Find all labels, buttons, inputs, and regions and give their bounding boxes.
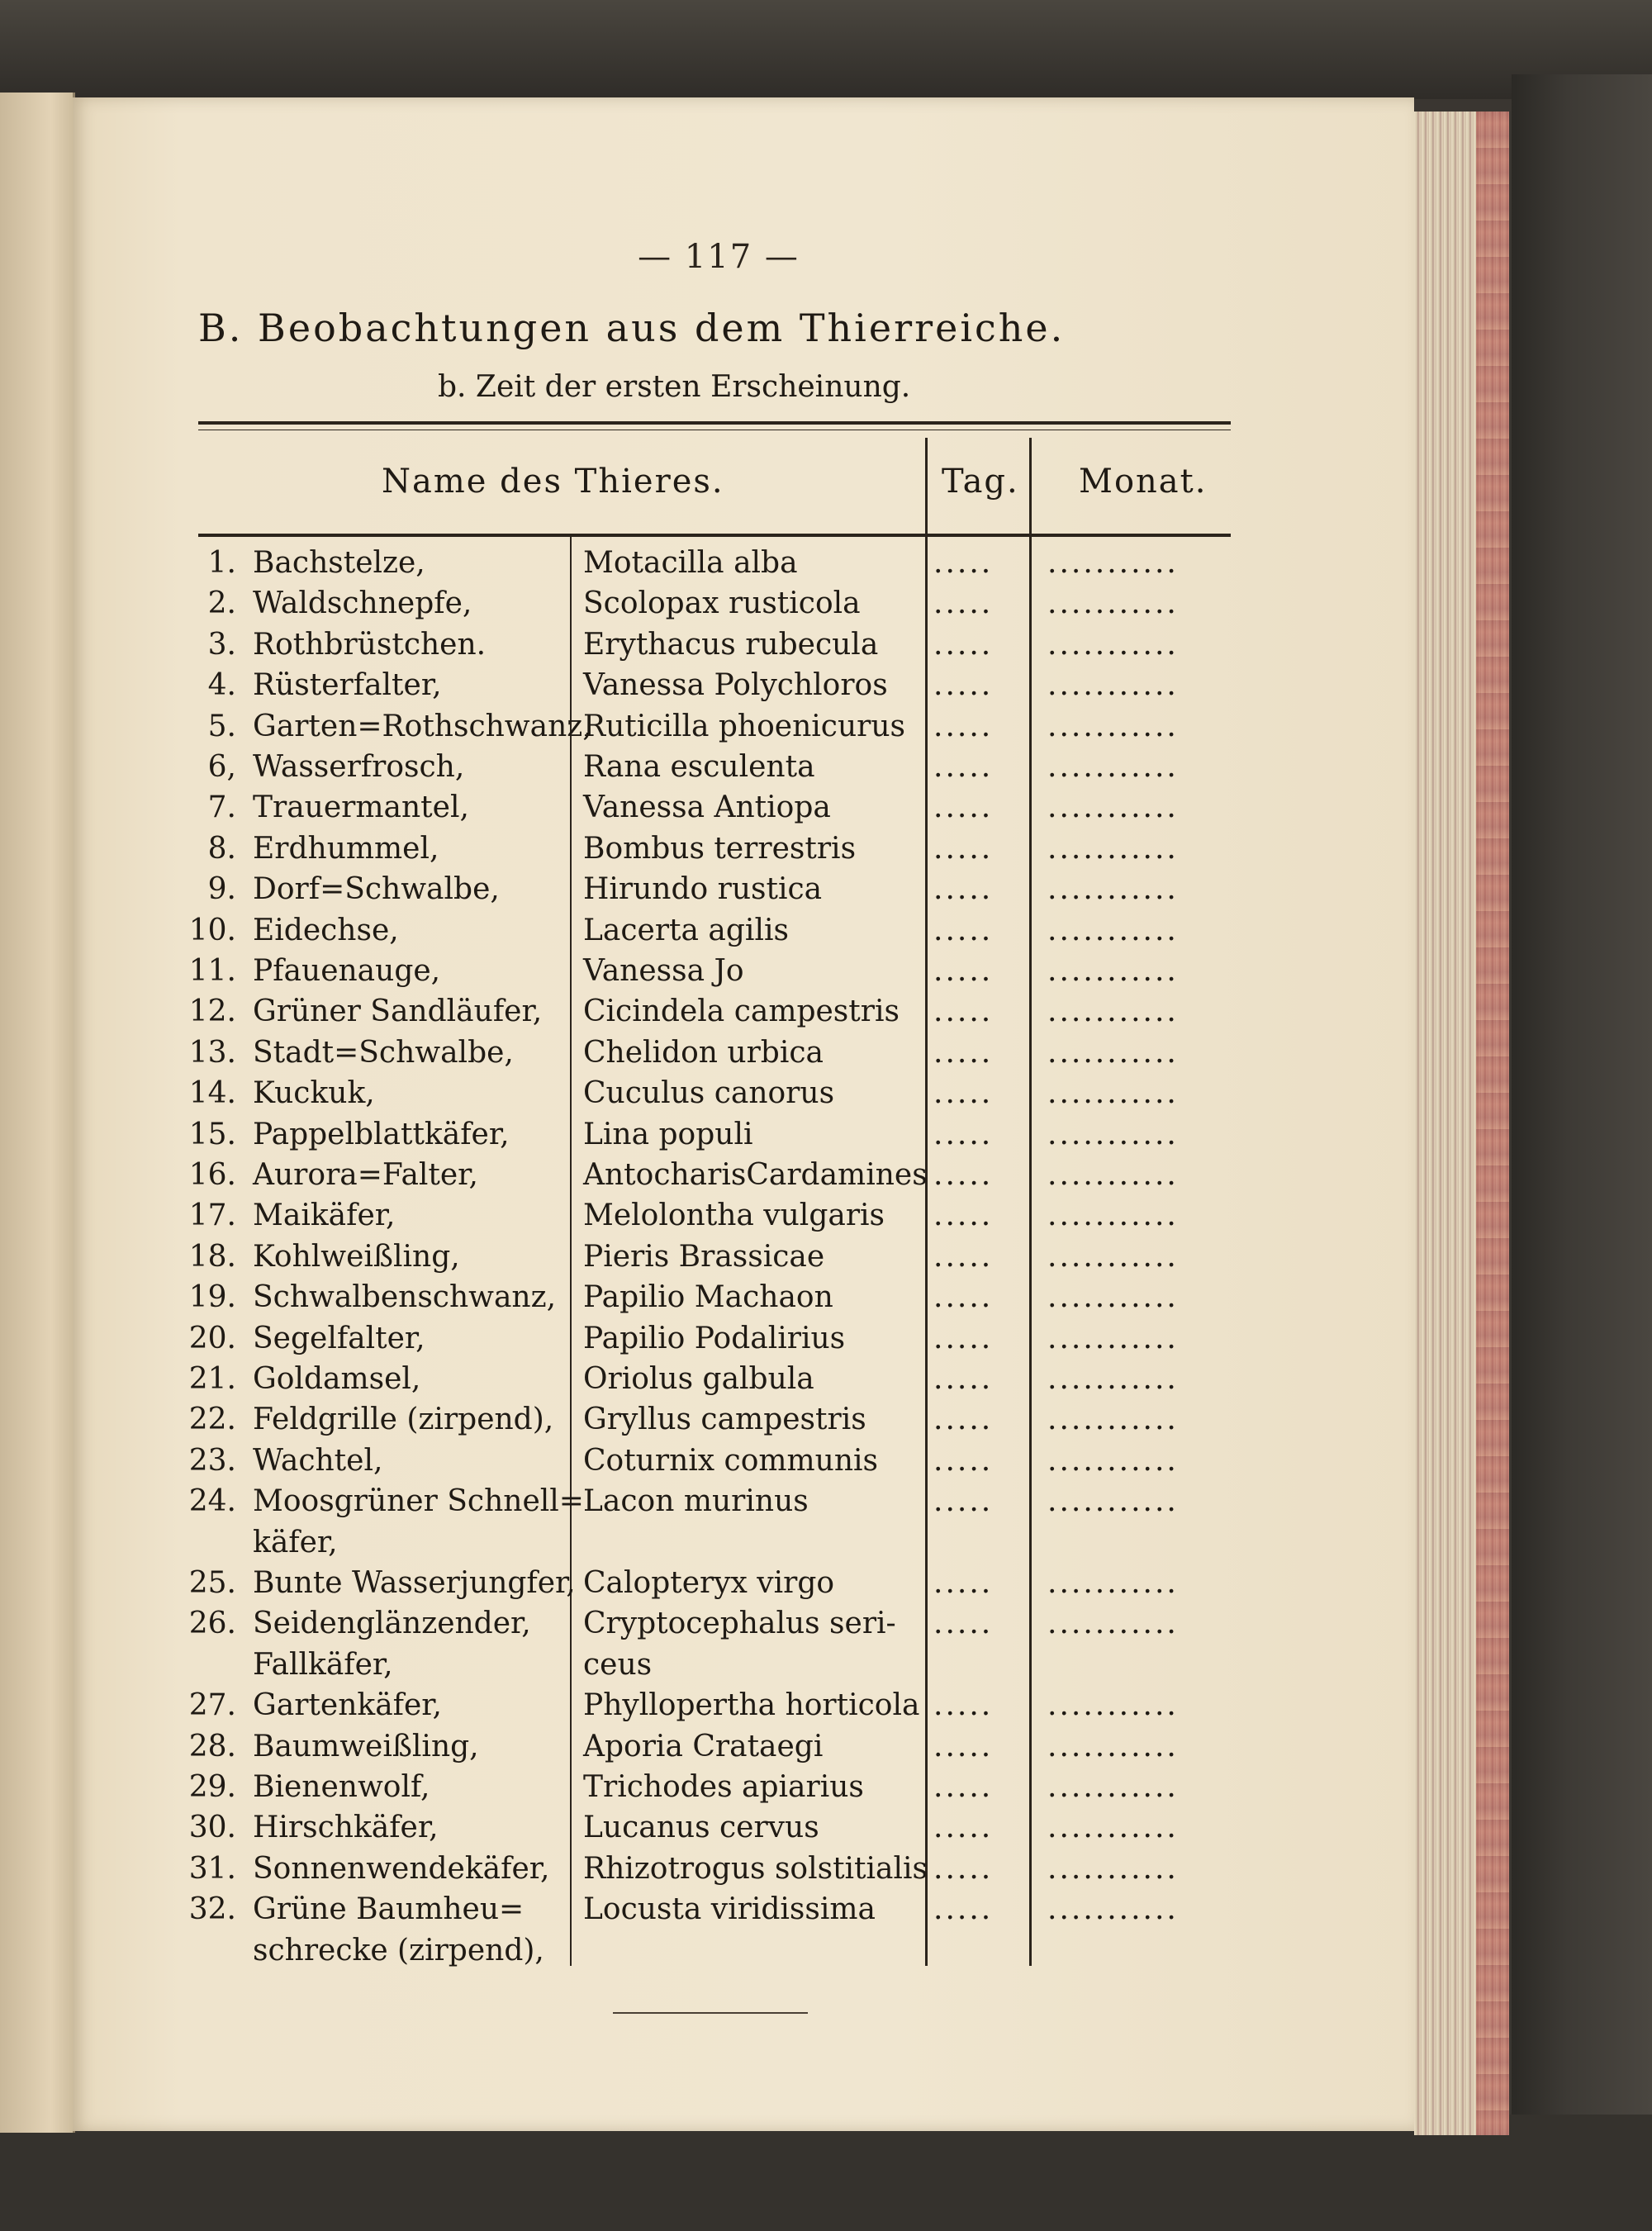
german-name: Bachstelze, [253,546,425,580]
day-placeholder: ..... [933,913,994,947]
table-row [0,1727,1341,1767]
day-placeholder: ..... [933,1076,994,1111]
latin-name: Melolontha vulgaris [583,1199,885,1233]
day-placeholder: ..... [933,1607,994,1641]
row-number: 25. [188,1566,236,1600]
table-top-rule [198,421,1231,425]
month-placeholder: ........... [1047,1158,1179,1192]
table-row [0,1237,1341,1277]
german-name: Fallkäfer, [253,1647,393,1682]
table-row [0,952,1341,991]
table-row [0,1890,1341,1930]
table-row [0,1074,1341,1113]
section-heading: B. Beobachtungen aus dem Thierreiche. [198,306,1066,350]
table-row [0,1360,1341,1399]
german-name: Schwalbenschwanz, [253,1280,557,1315]
day-placeholder: ..... [933,954,994,988]
month-placeholder: ........... [1047,1076,1179,1111]
german-name: Gartenkäfer, [253,1688,442,1723]
day-placeholder: ..... [933,1199,994,1233]
month-placeholder: ........... [1047,1443,1179,1478]
month-placeholder: ........... [1047,1892,1179,1927]
row-number: 9. [207,872,236,907]
row-number: 7. [207,790,236,825]
day-placeholder: ..... [933,546,994,580]
table-row [0,1645,1341,1685]
month-placeholder: ........... [1047,1607,1179,1641]
month-placeholder: ........... [1047,1729,1179,1763]
latin-name: Vanessa Polychloros [583,668,888,703]
day-placeholder: ..... [933,1443,994,1478]
month-placeholder: ........... [1047,1484,1179,1519]
day-placeholder: ..... [933,1851,994,1886]
day-placeholder: ..... [933,1770,994,1804]
table-row [0,1400,1341,1440]
german-name: Stadt=Schwalbe, [253,1035,514,1070]
german-name: Sonnenwendekäfer, [253,1851,550,1886]
latin-name: Cicindela campestris [583,994,900,1029]
table-row [0,1482,1341,1521]
table-row [0,1156,1341,1195]
column-header-name: Name des Thieres. [382,463,724,501]
latin-name: Ruticilla phoenicurus [583,709,906,743]
german-name: Bienenwolf, [253,1770,430,1804]
day-placeholder: ..... [933,1811,994,1845]
row-number: 16. [188,1158,236,1192]
latin-name: Oriolus galbula [583,1362,814,1396]
german-name: Eidechse, [253,913,399,947]
day-placeholder: ..... [933,1035,994,1070]
german-name: schrecke (zirpend), [253,1933,544,1968]
day-placeholder: ..... [933,1688,994,1723]
table-row [0,1523,1341,1563]
month-placeholder: ........... [1047,1239,1179,1274]
day-placeholder: ..... [933,1403,994,1437]
table-row [0,707,1341,747]
german-name: Grüne Baumheu= [253,1892,525,1927]
day-placeholder: ..... [933,586,994,621]
latin-name: Pieris Brassicae [583,1239,825,1274]
row-number: 23. [188,1443,236,1478]
german-name: Seidenglänzender, [253,1607,531,1641]
row-number: 15. [188,1117,236,1151]
german-name: Segelfalter, [253,1321,425,1355]
month-placeholder: ........... [1047,831,1179,866]
bottom-rule [613,2012,808,2014]
row-number: 19. [188,1280,236,1315]
page-number: — 117 — [638,238,800,276]
latin-name: Vanessa Jo [583,954,744,988]
german-name: Trauermantel, [253,790,469,825]
german-name: Pappelblattkäfer, [253,1117,510,1151]
german-name: Wachtel, [253,1443,383,1478]
header-bottom-rule [198,534,1231,537]
row-number: 24. [188,1484,236,1519]
row-number: 21. [188,1362,236,1396]
book-cover-top [0,0,1652,99]
german-name: Rothbrüstchen. [253,627,487,662]
latin-name: Phyllopertha horticola [583,1688,920,1723]
latin-name: AntocharisCardamines [583,1158,928,1192]
day-placeholder: ..... [933,1362,994,1396]
day-placeholder: ..... [933,1484,994,1519]
month-placeholder: ........... [1047,913,1179,947]
month-placeholder: ........... [1047,872,1179,907]
row-number: 13. [188,1035,236,1070]
german-name: käfer, [253,1525,338,1559]
german-name: Baumweißling, [253,1729,479,1763]
latin-name: Lucanus cervus [583,1811,819,1845]
german-name: Grüner Sandläufer, [253,994,543,1029]
german-name: Erdhummel, [253,831,439,866]
row-number: 1. [207,546,236,580]
table-row [0,666,1341,705]
latin-name: Chelidon urbica [583,1035,824,1070]
row-number: 6, [207,750,236,784]
month-placeholder: ........... [1047,1770,1179,1804]
latin-name: Coturnix communis [583,1443,878,1478]
day-placeholder: ..... [933,872,994,907]
latin-name: Papilio Machaon [583,1280,833,1315]
month-placeholder: ........... [1047,1403,1179,1437]
row-number: 10. [188,913,236,947]
month-placeholder: ........... [1047,750,1179,784]
latin-name: Lacon murinus [583,1484,809,1519]
table-row [0,748,1341,787]
row-number: 26. [188,1607,236,1641]
german-name: Moosgrüner Schnell= [253,1484,584,1519]
table-row [0,1931,1341,1971]
latin-name: Calopteryx virgo [583,1566,835,1600]
latin-name: Aporia Crataegi [583,1729,824,1763]
german-name: Aurora=Falter, [253,1158,478,1192]
row-number: 5. [207,709,236,743]
latin-name: Bombus terrestris [583,831,857,866]
day-placeholder: ..... [933,1566,994,1600]
day-placeholder: ..... [933,750,994,784]
table-row [0,911,1341,951]
table-row [0,584,1341,624]
row-number: 20. [188,1321,236,1355]
table-row [0,544,1341,583]
german-name: Dorf=Schwalbe, [253,872,500,907]
latin-name: Trichodes apiarius [583,1770,864,1804]
month-placeholder: ........... [1047,586,1179,621]
table-row [0,1441,1341,1481]
month-placeholder: ........... [1047,668,1179,703]
day-placeholder: ..... [933,627,994,662]
month-placeholder: ........... [1047,994,1179,1029]
table-row [0,788,1341,828]
book-cover-bottom [0,2115,1652,2231]
german-name: Pfauenauge, [253,954,441,988]
month-placeholder: ........... [1047,1117,1179,1151]
row-number: 8. [207,831,236,866]
latin-name: Rhizotrogus solstitialis [583,1851,928,1886]
latin-name: Scolopax rusticola [583,586,861,621]
german-name: Wasserfrosch, [253,750,465,784]
row-number: 12. [188,994,236,1029]
german-name: Goldamsel, [253,1362,421,1396]
month-placeholder: ........... [1047,1321,1179,1355]
row-number: 14. [188,1076,236,1111]
table-row [0,1604,1341,1644]
row-number: 28. [188,1729,236,1763]
month-placeholder: ........... [1047,954,1179,988]
table-row [0,829,1341,869]
column-header-month: Monat. [1079,463,1208,501]
month-placeholder: ........... [1047,546,1179,580]
latin-name: Hirundo rustica [583,872,823,907]
row-number: 3. [207,627,236,662]
row-number: 32. [188,1892,236,1927]
day-placeholder: ..... [933,831,994,866]
row-number: 17. [188,1199,236,1233]
german-name: Rüsterfalter, [253,668,442,703]
table-row [0,992,1341,1032]
row-number: 18. [188,1239,236,1274]
table-row [0,1319,1341,1359]
german-name: Waldschnepfe, [253,586,472,621]
row-number: 30. [188,1811,236,1845]
german-name: Feldgrille (zirpend), [253,1403,554,1437]
row-number: 11. [188,954,236,988]
row-number: 2. [207,586,236,621]
day-placeholder: ..... [933,1729,994,1763]
german-name: Bunte Wasserjungfer, [253,1566,576,1600]
day-placeholder: ..... [933,1158,994,1192]
table-row [0,625,1341,665]
month-placeholder: ........... [1047,1280,1179,1315]
latin-name: Rana esculenta [583,750,815,784]
latin-name: Erythacus rubecula [583,627,879,662]
german-name: Kohlweißling, [253,1239,460,1274]
table-row [0,1686,1341,1725]
page-edges [1414,112,1509,2135]
table-row [0,1115,1341,1155]
day-placeholder: ..... [933,709,994,743]
day-placeholder: ..... [933,668,994,703]
day-placeholder: ..... [933,1239,994,1274]
day-placeholder: ..... [933,1892,994,1927]
german-name: Maikäfer, [253,1199,396,1233]
latin-name: Locusta viridissima [583,1892,876,1927]
latin-name: ceus [583,1647,653,1682]
column-header-day: Tag. [942,463,1019,501]
month-placeholder: ........... [1047,790,1179,825]
latin-name: Gryllus campestris [583,1403,866,1437]
latin-name: Cuculus canorus [583,1076,835,1111]
german-name: Hirschkäfer, [253,1811,439,1845]
table-row [0,1768,1341,1807]
row-number: 22. [188,1403,236,1437]
month-placeholder: ........... [1047,1566,1179,1600]
table-row [0,1564,1341,1603]
latin-name: Motacilla alba [583,546,798,580]
month-placeholder: ........... [1047,1362,1179,1396]
row-number: 31. [188,1851,236,1886]
latin-name: Papilio Podalirius [583,1321,846,1355]
table-row [0,870,1341,909]
latin-name: Vanessa Antiopa [583,790,831,825]
month-placeholder: ........... [1047,709,1179,743]
latin-name: Lina populi [583,1117,753,1151]
german-name: Kuckuk, [253,1076,375,1111]
row-number: 27. [188,1688,236,1723]
month-placeholder: ........... [1047,1035,1179,1070]
day-placeholder: ..... [933,1321,994,1355]
book-cover-right [1512,74,1652,2231]
section-subheading: b. Zeit der ersten Erscheinung. [438,370,911,404]
month-placeholder: ........... [1047,1688,1179,1723]
day-placeholder: ..... [933,1117,994,1151]
german-name: Garten=Rothschwanz, [253,709,592,743]
month-placeholder: ........... [1047,1199,1179,1233]
table-row [0,1196,1341,1236]
month-placeholder: ........... [1047,1811,1179,1845]
day-placeholder: ..... [933,790,994,825]
table-row [0,1808,1341,1848]
day-placeholder: ..... [933,994,994,1029]
row-number: 29. [188,1770,236,1804]
table-row [0,1033,1341,1073]
day-placeholder: ..... [933,1280,994,1315]
month-placeholder: ........... [1047,627,1179,662]
table-row [0,1278,1341,1317]
latin-name: Lacerta agilis [583,913,789,947]
table-row [0,1849,1341,1889]
latin-name: Cryptocephalus seri- [583,1607,896,1641]
month-placeholder: ........... [1047,1851,1179,1886]
row-number: 4. [207,668,236,703]
